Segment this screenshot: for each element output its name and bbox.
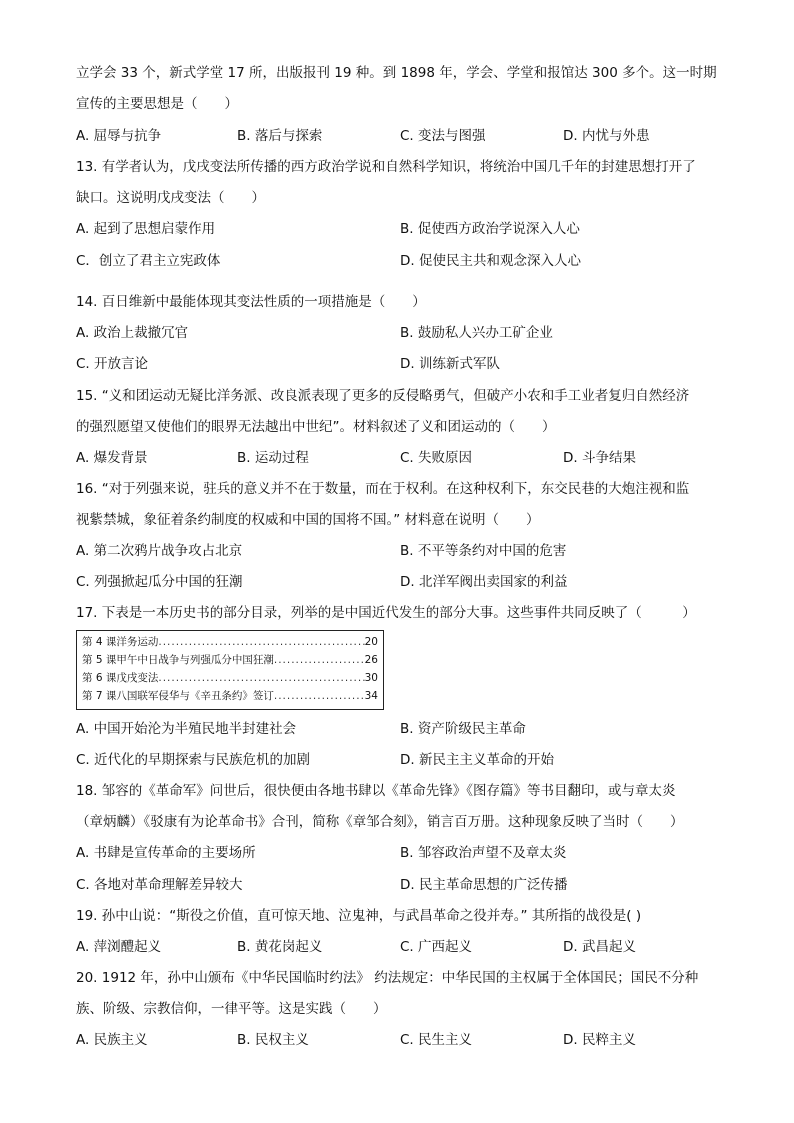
- q17-option-a[interactable]: A. 中国开始沦为半殖民地半封建社会: [76, 721, 297, 737]
- q19-stem: 19. 孙中山说：“斯役之价值，直可惊天地、泣鬼神，与武昌革命之役并寿。” 其所指的战役是( ): [76, 908, 642, 924]
- q14-option-d[interactable]: D. 训练新式军队: [400, 356, 500, 372]
- q17-option-b[interactable]: B. 资产阶级民主革命: [400, 721, 526, 737]
- q12-option-b[interactable]: B. 落后与探索: [237, 128, 323, 144]
- toc-page: 26: [364, 654, 378, 666]
- q15-option-b[interactable]: B. 运动过程: [237, 450, 309, 466]
- q12-option-a[interactable]: A. 屈辱与抗争: [76, 128, 162, 144]
- toc-title: 第 4 课洋务运动: [82, 636, 159, 648]
- q20-option-c[interactable]: C. 民生主义: [400, 1032, 473, 1048]
- q17-stem: 17. 下表是一本历史书的部分目录，列举的是中国近代发生的部分大事。这些事件共同反映了（ ）: [76, 605, 696, 621]
- q13-stem-line1: 13. 有学者认为，戊戌变法所传播的西方政治学说和自然科学知识，将统治中国几千年的封建思想打开了: [76, 159, 696, 175]
- toc-title: 第 7 课八国联军侵华与《辛丑条约》签订: [82, 690, 274, 702]
- toc-row: [82, 669, 378, 687]
- toc-row: [82, 633, 378, 651]
- q15-option-d[interactable]: D. 斗争结果: [563, 450, 636, 466]
- q20-option-a[interactable]: A. 民族主义: [76, 1032, 148, 1048]
- q14-option-b[interactable]: B. 鼓励私人兴办工矿企业: [400, 325, 553, 341]
- q16-option-b[interactable]: B. 不平等条约对中国的危害: [400, 543, 567, 559]
- toc-row: [82, 651, 378, 669]
- q18-stem-line2: （章炳麟）《驳康有为论革命书》合刊，简称《章邹合刻》，销言百万册。这种现象反映了当时（ ）: [76, 814, 684, 830]
- q16-option-d[interactable]: D. 北洋军阀出卖国家的利益: [400, 574, 568, 590]
- q20-option-b[interactable]: B. 民权主义: [237, 1032, 309, 1048]
- toc-page: 30: [364, 672, 378, 684]
- q13-option-a[interactable]: A. 起到了思想启蒙作用: [76, 221, 216, 237]
- toc-dot-leader: [274, 687, 365, 705]
- q13-option-c[interactable]: C．创立了君主立宪政体: [76, 253, 221, 269]
- toc-row: [82, 687, 378, 705]
- q15-stem-line2: 的强烈愿望又使他们的眼界无法越出中世纪”。材料叙述了义和团运动的（ ）: [76, 419, 556, 435]
- q18-stem-line1: 18. 邹容的《革命军》问世后，很快便由各地书肆以《革命先锋》《图存篇》等书目翻印，或与章太炎: [76, 783, 676, 799]
- toc-dot-leader: [158, 669, 364, 687]
- q12-stem-line1: 立学会 33 个，新式学堂 17 所，出版报刊 19 种。到 1898 年，学会、学堂和报馆达 300 多个。这一时期: [76, 65, 717, 81]
- q20-stem-line2: 族、阶级、宗教信仰，一律平等。这是实践（ ）: [76, 1001, 387, 1017]
- q18-option-c[interactable]: C. 各地对革命理解差异较大: [76, 877, 243, 893]
- q16-option-c[interactable]: C. 列强掀起瓜分中国的狂潮: [76, 574, 243, 590]
- q19-option-a[interactable]: A. 萍浏醴起义: [76, 939, 162, 955]
- q17-option-c[interactable]: C. 近代化的早期探索与民族危机的加剧: [76, 752, 311, 768]
- q17-option-d[interactable]: D. 新民主主义革命的开始: [400, 752, 554, 768]
- table-of-contents: [76, 630, 384, 710]
- q15-option-c[interactable]: C. 失败原因: [400, 450, 473, 466]
- toc-page: 20: [364, 636, 378, 648]
- q20-option-d[interactable]: D. 民粹主义: [563, 1032, 636, 1048]
- q14-stem: 14. 百日维新中最能体现其变法性质的一项措施是（ ）: [76, 294, 426, 310]
- q18-option-a[interactable]: A. 书肆是宣传革命的主要场所: [76, 845, 256, 861]
- q13-stem-line2: 缺口。这说明戊戌变法（ ）: [76, 190, 265, 206]
- q12-option-c[interactable]: C. 变法与图强: [400, 128, 486, 144]
- q16-stem-line2: 视紫禁城，象征着条约制度的权威和中国的国将不国。” 材料意在说明（ ）: [76, 512, 540, 528]
- q16-option-a[interactable]: A. 第二次鸦片战争攻占北京: [76, 543, 243, 559]
- q14-option-c[interactable]: C. 开放言论: [76, 356, 149, 372]
- toc-dot-leader: [274, 651, 365, 669]
- q16-stem-line1: 16. “对于列强来说，驻兵的意义并不在于数量，而在于权利。在这种权利下，东交民巷的大炮注视和监: [76, 481, 690, 497]
- q14-option-a[interactable]: A. 政治上裁撤冗官: [76, 325, 189, 341]
- q15-stem-line1: 15. “义和团运动无疑比洋务派、改良派表现了更多的反侵略勇气，但破产小农和手工业者复归自然经济: [76, 388, 690, 404]
- q12-stem-line2: 宣传的主要思想是（ ）: [76, 96, 238, 112]
- q19-option-c[interactable]: C. 广西起义: [400, 939, 473, 955]
- q20-stem-line1: 20. 1912 年，孙中山颁布《中华民国临时约法》 约法规定：中华民国的主权属于全体国民；国民不分种: [76, 970, 699, 986]
- q19-option-b[interactable]: B. 黄花岗起义: [237, 939, 323, 955]
- toc-page: 34: [364, 690, 378, 702]
- q13-option-b[interactable]: B. 促使西方政治学说深入人心: [400, 221, 580, 237]
- toc-title: 第 6 课戊戌变法: [82, 672, 159, 684]
- q12-option-d[interactable]: D. 内忧与外患: [563, 128, 650, 144]
- toc-dot-leader: [158, 633, 364, 651]
- toc-title: 第 5 课甲午中日战争与列强瓜分中国狂潮: [82, 654, 274, 666]
- q18-option-b[interactable]: B. 邹容政治声望不及章太炎: [400, 845, 567, 861]
- q15-option-a[interactable]: A. 爆发背景: [76, 450, 148, 466]
- q18-option-d[interactable]: D. 民主革命思想的广泛传播: [400, 877, 568, 893]
- q19-option-d[interactable]: D. 武昌起义: [563, 939, 636, 955]
- q13-option-d[interactable]: D. 促使民主共和观念深入人心: [400, 253, 581, 269]
